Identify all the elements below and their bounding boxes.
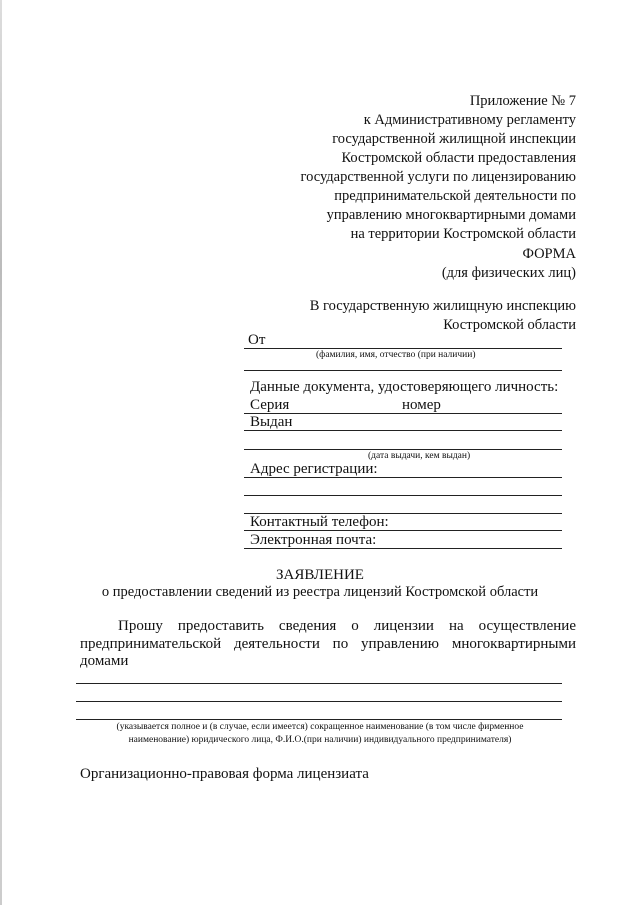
licensee-caption-1: (указывается полное и (в случае, если имеется) сокращенное наименование (в том числе фирменное [116, 722, 524, 732]
appendix-line-3: государственной жилищной инспекции [332, 131, 576, 147]
scan-edge [0, 0, 2, 905]
name-caption: (фамилия, имя, отчество (при наличии) [316, 350, 476, 360]
appendix-line-2: к Административному регламенту [363, 112, 576, 128]
issued-label: Выдан [250, 414, 293, 430]
name-line-2[interactable] [244, 370, 562, 371]
statement-title: ЗАЯВЛЕНИЕ [276, 567, 364, 583]
form-subtitle: (для физических лиц) [441, 265, 576, 281]
licensee-line-2[interactable] [76, 701, 562, 702]
statement-subtitle: о предоставлении сведений из реестра лицензий Костромской области [101, 584, 539, 600]
statement-body-line-2: предпринимательской деятельности по управлению многоквартирными [80, 636, 576, 652]
phone-label: Контактный телефон: [250, 514, 389, 530]
email-line[interactable] [244, 548, 562, 549]
address-line-1[interactable] [244, 477, 562, 478]
addressee-line-1: В государственную жилищную инспекцию [309, 298, 576, 314]
address-line-2[interactable] [244, 495, 562, 496]
form-header [300, 245, 576, 283]
appendix-line-6: предпринимательской деятельности по [334, 188, 576, 204]
appendix-block [250, 92, 576, 244]
appendix-line-5: государственной услуги по лицензированию [300, 169, 576, 185]
statement-body-line-1: Прошу предоставить сведения о лицензии на осуществление [118, 618, 576, 634]
number-label: номер [402, 397, 441, 413]
form-title: ФОРМА [522, 246, 576, 262]
series-label: Серия [250, 397, 290, 413]
licensee-caption-2: наименование) юридического лица, Ф.И.О.(при наличии) индивидуального предпринимателя) [128, 735, 512, 745]
issued-caption: (дата выдачи, кем выдан) [368, 451, 471, 461]
doc-label: Данные документа, удостоверяющего личность: [250, 379, 559, 395]
licensee-line-1[interactable] [76, 683, 562, 684]
appendix-line-7: управлению многоквартирными домами [326, 207, 576, 223]
statement-body-line-3: домами [80, 653, 129, 669]
email-label: Электронная почта: [250, 532, 377, 548]
from-label: От [248, 332, 266, 348]
appendix-line-4: Костромской области предоставления [341, 150, 576, 166]
address-label: Адрес регистрации: [250, 461, 378, 477]
appendix-line-8: на территории Костромской области [350, 226, 576, 242]
licensee-line-3[interactable] [76, 719, 562, 720]
org-form-label: Организационно-правовая форма лицензиата [80, 766, 369, 782]
issued-line-1[interactable] [244, 430, 562, 431]
addressee [250, 297, 576, 335]
addressee-line-2: Костромской области [443, 317, 576, 333]
appendix-line-1: Приложение № 7 [469, 93, 576, 109]
